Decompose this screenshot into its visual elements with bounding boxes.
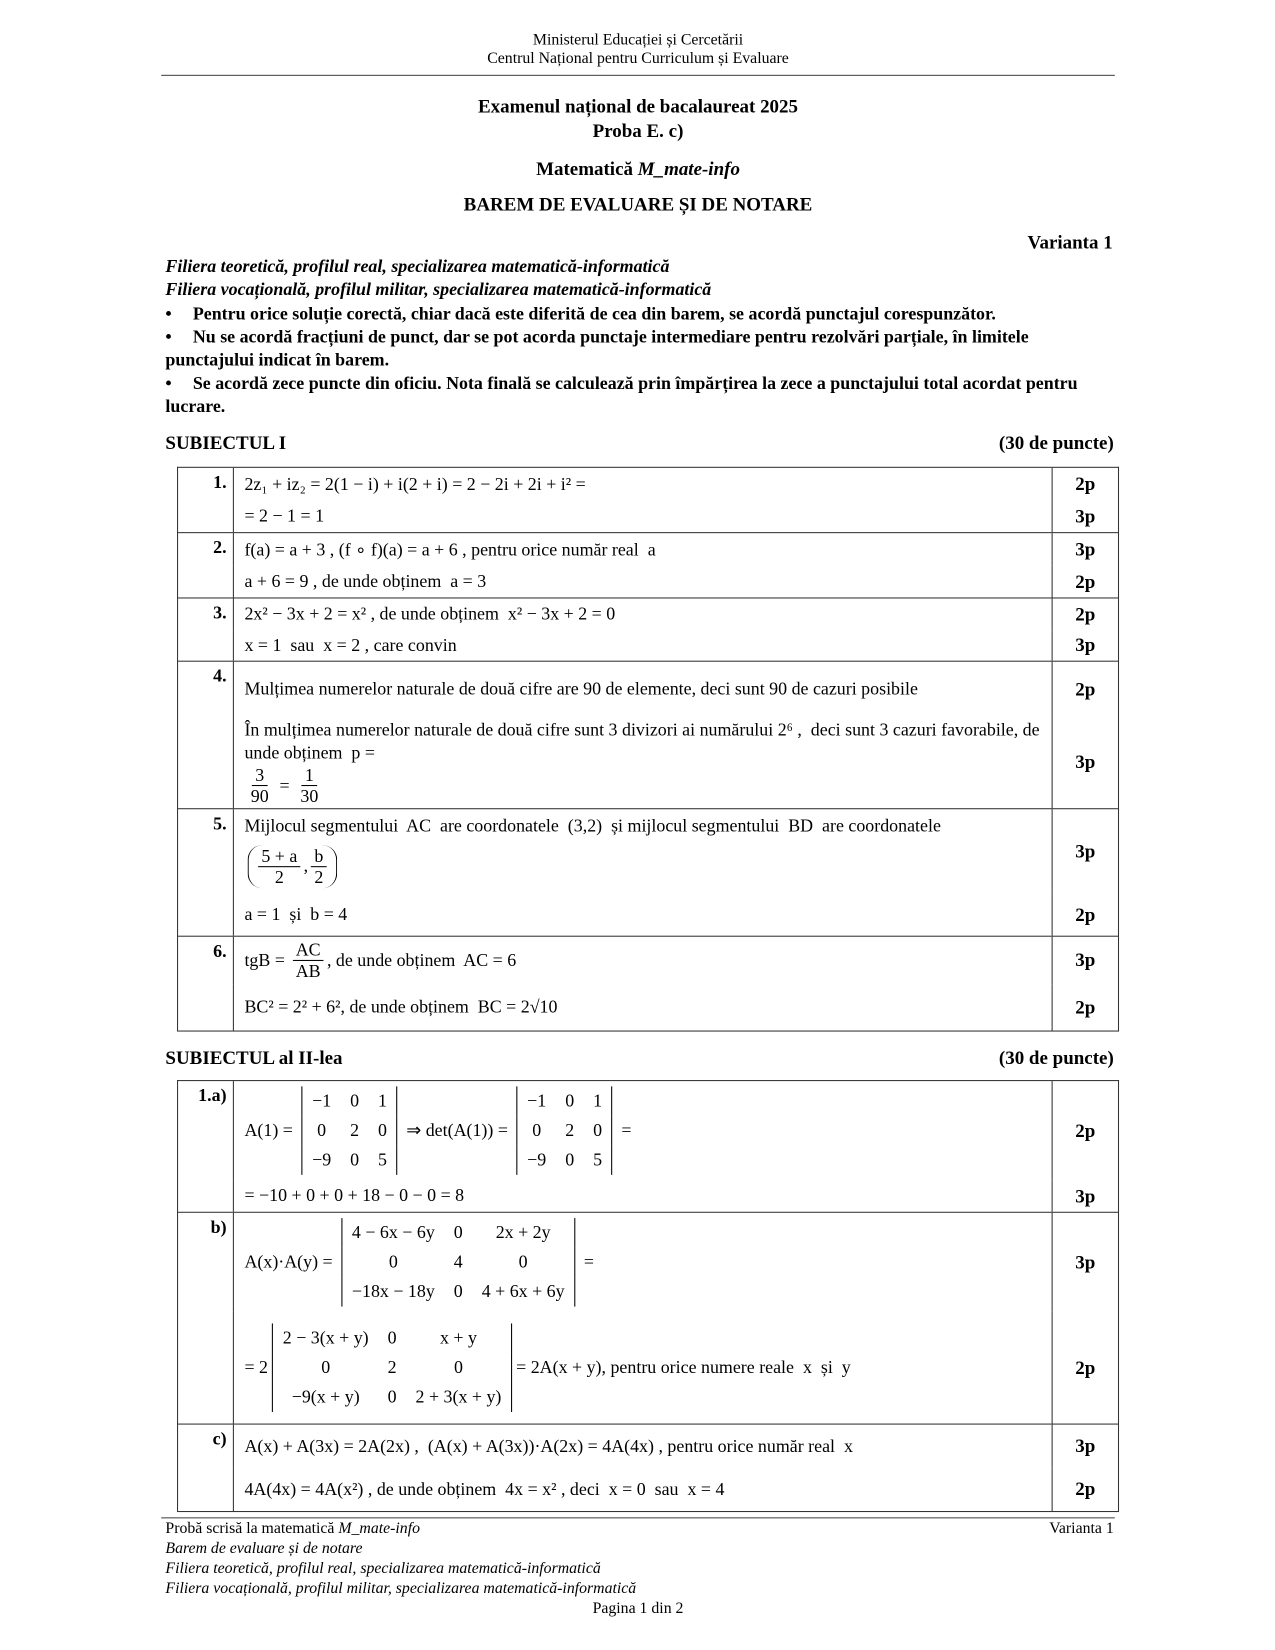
table-row xyxy=(178,533,1118,598)
points-value: 2p xyxy=(1075,570,1096,592)
points-value: 3p xyxy=(1075,751,1096,773)
item-number: b) xyxy=(210,1217,227,1238)
matrix-cell: 0 xyxy=(388,1251,398,1272)
subject-profile: M_mate-info xyxy=(637,158,740,180)
matrix xyxy=(272,1323,512,1412)
math-text: Mulțimea numerelor naturale de două cifre are 90 de elemente, deci sunt 90 de cazuri posibile xyxy=(244,678,918,699)
exam-subject xyxy=(161,158,1115,180)
solution-line xyxy=(233,809,1053,893)
math-text: , de unde obținem AC = 6 xyxy=(326,949,517,970)
matrix-row xyxy=(302,1116,397,1146)
item-number: 1. xyxy=(213,472,227,493)
table-row xyxy=(178,1425,1118,1512)
fraction xyxy=(297,765,321,806)
fraction xyxy=(293,940,324,981)
matrix-cell: 1 xyxy=(593,1090,603,1111)
bullet-1 xyxy=(165,302,1113,325)
points-value: 2p xyxy=(1075,1356,1096,1378)
matrix-cell: 2 xyxy=(565,1120,575,1141)
fraction-denominator: 2 xyxy=(314,866,324,887)
subject1-points: (30 de puncte) xyxy=(998,432,1114,454)
points-value: 2p xyxy=(1075,1119,1096,1141)
points-value: 2p xyxy=(1075,1478,1096,1500)
fraction xyxy=(311,846,326,887)
points-value: 3p xyxy=(1075,538,1096,560)
points-value: 2p xyxy=(1075,903,1096,925)
points-value: 3p xyxy=(1075,505,1096,527)
fraction xyxy=(258,846,300,887)
points-value: 2p xyxy=(1075,996,1096,1018)
points-value: 3p xyxy=(1075,634,1096,656)
matrix-row xyxy=(517,1116,612,1146)
matrix-cell: 2x + 2y xyxy=(495,1222,551,1243)
item-number: 2. xyxy=(213,537,227,558)
footer-text: Probă scrisă la matematică xyxy=(165,1520,335,1538)
matrix-row xyxy=(273,1323,512,1353)
footer-profile: M_mate-info xyxy=(338,1520,420,1538)
subject2-title: SUBIECTUL al II-lea xyxy=(165,1047,343,1069)
math-text: 2x² − 3x + 2 = x² , de unde obținem x² − 3x + 2 = 0 xyxy=(244,603,616,624)
math-text: a = 1 și b = 4 xyxy=(244,904,348,925)
fraction-numerator: AC xyxy=(293,940,324,961)
table-row xyxy=(178,599,1118,662)
matrix-cell: 4 − 6x − 6y xyxy=(351,1222,435,1243)
matrix-row xyxy=(302,1145,397,1175)
item-number: 1.a) xyxy=(198,1085,227,1106)
matrix-row xyxy=(273,1382,512,1412)
math-text: = 2 − 1 = 1 xyxy=(244,505,325,526)
matrix-cell: 4 xyxy=(453,1251,463,1272)
math-text: = 2 xyxy=(244,1357,269,1378)
header-ministry: Ministerul Educației și Cercetării xyxy=(532,31,744,49)
solution-line xyxy=(233,1425,1053,1468)
fraction-numerator: 1 xyxy=(302,765,317,786)
matrix-cell: 4 + 6x + 6y xyxy=(481,1281,565,1302)
matrix-cell: −9 xyxy=(527,1149,547,1170)
fraction-denominator: 30 xyxy=(300,786,319,807)
footer-variant: Varianta 1 xyxy=(1049,1520,1114,1538)
bullet-2 xyxy=(165,326,1113,372)
matrix-cell: 0 xyxy=(317,1120,327,1141)
math-text: A(x) + A(3x) = 2A(2x) , (A(x) + A(3x))·A(2x) = 4A(4x) , pentru orice număr real x xyxy=(244,1435,853,1456)
item-number: 5. xyxy=(213,813,227,834)
matrix-cell: 0 xyxy=(387,1386,397,1407)
item-number: 3. xyxy=(213,602,227,623)
matrix-cell: x + y xyxy=(439,1327,477,1348)
subject2-points: (30 de puncte) xyxy=(998,1047,1114,1069)
math-text: f(a) = a + 3 , (f ∘ f)(a) = a + 6 , pentru orice număr real a xyxy=(244,538,656,559)
matrix-row xyxy=(342,1248,575,1278)
math-text: = xyxy=(275,774,295,796)
fraction-numerator: b xyxy=(311,846,326,867)
fraction-numerator: 3 xyxy=(252,765,267,786)
solution-line xyxy=(233,1468,1053,1511)
math-text: , xyxy=(303,855,309,876)
math-text: a + 6 = 9 , de unde obținem a = 3 xyxy=(244,571,487,592)
solution-line xyxy=(233,630,1053,661)
matrix-row xyxy=(342,1218,575,1248)
bullet-icon: • xyxy=(165,303,172,324)
solution-line xyxy=(233,937,1053,984)
points-value: 3p xyxy=(1075,840,1096,862)
math-text: = 2A(x + y), pentru orice numere reale x și y xyxy=(516,1357,851,1378)
math-text: = xyxy=(616,1120,632,1141)
matrix-cell: 0 xyxy=(532,1120,542,1141)
fraction-denominator: 90 xyxy=(250,786,269,807)
points-value: 2p xyxy=(1075,603,1096,625)
matrix-row xyxy=(302,1086,397,1116)
matrix-cell: 2 − 3(x + y) xyxy=(282,1327,369,1348)
subject2-heading xyxy=(165,1046,1113,1069)
footer-line4: Filiera vocațională, profilul militar, specializarea matematică-informatică xyxy=(165,1580,637,1598)
bullet-icon: • xyxy=(165,373,172,394)
math-text: 4A(4x) = 4A(x²) , de unde obținem 4x = x² , deci x = 0 sau x = 4 xyxy=(244,1478,725,1499)
math-text: = xyxy=(579,1251,594,1272)
matrix-cell: −1 xyxy=(312,1090,332,1111)
subjects-section xyxy=(0,431,1275,1512)
footer-line2: Barem de evaluare și de notare xyxy=(165,1540,363,1558)
points-value: 3p xyxy=(1075,949,1096,971)
header-divider xyxy=(161,75,1115,76)
matrix-cell: 0 xyxy=(453,1281,463,1302)
item-number: 4. xyxy=(213,665,227,686)
exam-title: Examenul național de bacalaureat 2025 xyxy=(478,95,799,117)
footer-line1 xyxy=(165,1519,1113,1539)
footer-page: Pagina 1 din 2 xyxy=(592,1600,684,1618)
points-value: 2p xyxy=(1075,678,1096,700)
matrix-cell: 2 xyxy=(350,1120,360,1141)
fraction-numerator: 5 + a xyxy=(258,846,300,867)
matrix-cell: 2 + 3(x + y) xyxy=(415,1386,502,1407)
bullet-text: Pentru orice soluție corectă, chiar dacă este diferită de cea din barem, se acordă punctajul corespunzător. xyxy=(192,303,996,324)
table-row xyxy=(178,468,1118,533)
matrix-cell: 0 xyxy=(350,1149,360,1170)
matrix-cell: 0 xyxy=(453,1357,463,1378)
subject-name: Matematică xyxy=(536,158,633,180)
barem-title: BAREM DE EVALUARE ȘI DE NOTARE xyxy=(463,193,813,215)
fraction-denominator: 2 xyxy=(274,866,284,887)
filiera-1: Filiera teoretică, profilul real, specializarea matematică-informatică xyxy=(165,256,670,277)
filiera-2: Filiera vocațională, profilul militar, specializarea matematică-informatică xyxy=(165,279,712,300)
bullet-text: Se acordă zece puncte din oficiu. Nota finală se calculează prin împărțirea la zece a punctajului total acordat pentru lucrare. xyxy=(165,373,1078,417)
math-text: ⇒ det(A(1)) = xyxy=(401,1120,513,1141)
table-row xyxy=(178,1213,1118,1425)
math-text: x = 1 sau x = 2 , care convin xyxy=(244,634,457,655)
solution-line xyxy=(233,984,1053,1030)
math-text: A(1) = xyxy=(244,1120,298,1141)
variant-label: Varianta 1 xyxy=(1027,231,1113,253)
math-text: Mijlocul segmentului AC are coordonatele (3,2) și mijlocul segmentului BD are coordonatele xyxy=(244,815,946,836)
subject1-title: SUBIECTUL I xyxy=(165,432,287,454)
solution-line xyxy=(233,662,1053,717)
matrix-cell: 2 xyxy=(387,1357,397,1378)
solution-line xyxy=(233,599,1053,631)
coordinate-group xyxy=(248,845,337,888)
table-row xyxy=(178,1081,1118,1213)
fraction-denominator: AB xyxy=(295,960,321,981)
solution-line xyxy=(233,468,1053,501)
points-value: 3p xyxy=(1075,1435,1096,1457)
points-value: 2p xyxy=(1075,473,1096,495)
points-value: 3p xyxy=(1075,1184,1096,1206)
solution-line xyxy=(233,533,1053,566)
matrix-cell: −9 xyxy=(312,1149,332,1170)
fraction xyxy=(248,765,272,806)
item-number: c) xyxy=(212,1428,227,1449)
matrix-cell: 0 xyxy=(565,1149,575,1170)
matrix-cell: 0 xyxy=(593,1120,603,1141)
solution-line xyxy=(233,1213,1053,1312)
matrix xyxy=(302,1086,398,1175)
matrix-row xyxy=(517,1086,612,1116)
subject2-table xyxy=(177,1080,1119,1512)
solution-line xyxy=(233,894,1053,936)
solution-line xyxy=(233,501,1053,533)
exam-proba: Proba E. c) xyxy=(592,120,684,142)
matrix-cell: 0 xyxy=(518,1251,528,1272)
solution-line xyxy=(233,1180,1053,1212)
footer-divider xyxy=(161,1517,1115,1518)
matrix-cell: 1 xyxy=(378,1090,388,1111)
matrix-cell: 0 xyxy=(453,1222,463,1243)
determinant xyxy=(517,1086,613,1175)
bullet-icon: • xyxy=(165,326,172,347)
matrix-cell: −9(x + y) xyxy=(291,1386,360,1407)
matrix-cell: 0 xyxy=(378,1120,388,1141)
matrix xyxy=(341,1218,575,1307)
matrix-row xyxy=(342,1277,575,1307)
matrix-cell: 0 xyxy=(321,1357,331,1378)
math-text: BC² = 2² + 6², de unde obținem BC = 2√10 xyxy=(244,996,558,1017)
matrix-cell: 5 xyxy=(378,1149,388,1170)
solution-line xyxy=(233,1312,1053,1424)
solution-line xyxy=(233,566,1053,598)
matrix-cell: −1 xyxy=(527,1090,547,1111)
matrix-cell: 0 xyxy=(350,1090,360,1111)
subject1-heading xyxy=(165,431,1113,454)
solution-line xyxy=(233,1081,1053,1180)
math-text: În mulțimea numerelor naturale de două cifre sunt 3 divizori ai numărului 2⁶ , deci sunt 3 cazuri favorabile, de unde obținem p = xyxy=(244,719,1045,763)
bullet-text: Nu se acordă fracțiuni de punct, dar se pot acorda punctaje intermediare pentru rezolvări parțiale, în limitele punctajului indicat în barem. xyxy=(165,326,1029,370)
matrix-cell: 0 xyxy=(565,1090,575,1111)
solution-line xyxy=(233,717,1053,809)
bullet-3 xyxy=(165,372,1113,418)
subject1-table xyxy=(177,467,1119,1032)
math-text: A(x)·A(y) = xyxy=(244,1251,338,1272)
table-row xyxy=(178,937,1118,1032)
matrix-row xyxy=(517,1145,612,1175)
matrix-cell: −18x − 18y xyxy=(351,1281,435,1302)
math-text: tgB = xyxy=(244,949,290,970)
matrix-cell: 5 xyxy=(593,1149,603,1170)
points-value: 3p xyxy=(1075,1251,1096,1273)
math-text: = −10 + 0 + 0 + 18 − 0 − 0 = 8 xyxy=(244,1185,465,1206)
item-number: 6. xyxy=(213,940,227,961)
table-row xyxy=(178,662,1118,810)
footer-line3: Filiera teoretică, profilul real, specializarea matematică-informatică xyxy=(165,1560,601,1578)
math-text: 2z₁ + iz₂ = 2(1 − i) + i(2 + i) = 2 − 2i + 2i + i² = xyxy=(244,473,586,494)
matrix-row xyxy=(273,1353,512,1383)
table-row xyxy=(178,809,1118,936)
header-center: Centrul Național pentru Curriculum și Evaluare xyxy=(487,50,789,68)
matrix-cell: 0 xyxy=(387,1327,397,1348)
